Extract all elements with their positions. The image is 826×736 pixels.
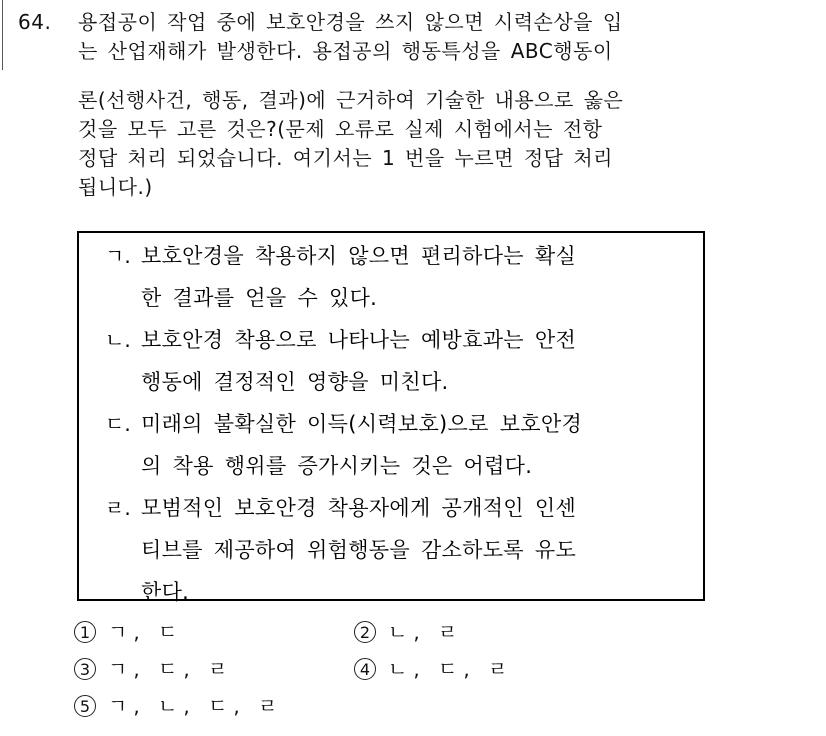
statement-line: 행동에 결정적인 영향을 미친다. — [141, 370, 449, 394]
circled-number-icon: 2 — [354, 621, 376, 643]
question-line: 정답 처리 되었습니다. 여기서는 1 번을 누르면 정답 처리 — [78, 146, 613, 170]
statement-marker: ㄴ. — [105, 328, 131, 352]
statement-line: 의 착용 행위를 증가시키는 것은 어렵다. — [141, 454, 533, 478]
choice-3[interactable] — [74, 657, 233, 681]
statement-line: 모범적인 보호안경 착용자에게 공개적인 인센 — [141, 496, 577, 520]
statement-marker: ㄷ. — [105, 412, 131, 436]
statement-line: 보호안경을 착용하지 않으면 편리하다는 확실 — [141, 244, 577, 268]
choice-text: ㄱ, ㄷ, ㄹ — [108, 657, 234, 681]
question-line: 론(선행사건, 행동, 결과)에 근거하여 기술한 내용으로 옳은 — [78, 88, 624, 112]
choice-1[interactable] — [74, 620, 183, 644]
choice-text: ㄱ, ㄴ, ㄷ, ㄹ — [108, 694, 284, 718]
question-line: 것을 모두 고른 것은?(문제 오류로 실제 시험에서는 전항 — [78, 117, 603, 141]
statements-box — [77, 231, 705, 604]
statement-line: 미래의 불확실한 이득(시력보호)으로 보호안경 — [141, 412, 583, 436]
question-line: 됩니다.) — [78, 175, 153, 199]
choice-text: ㄱ, ㄷ — [108, 620, 184, 644]
question-line: 용접공이 작업 중에 보호안경을 쓰지 않으면 시력손상을 입 — [78, 10, 623, 34]
circled-number-icon: 4 — [354, 658, 376, 680]
choice-4[interactable] — [354, 657, 513, 681]
statement-marker: ㄹ. — [105, 496, 131, 520]
circled-number-icon: 3 — [74, 658, 96, 680]
choice-text: ㄴ, ㄹ — [388, 620, 464, 644]
circled-number-icon: 1 — [74, 621, 96, 643]
choice-5[interactable] — [74, 694, 283, 718]
left-margin-rule — [2, 0, 3, 70]
statement-line: 한다. — [141, 580, 190, 604]
choice-2[interactable] — [354, 620, 463, 644]
choice-text: ㄴ, ㄷ, ㄹ — [388, 657, 514, 681]
statement-marker: ㄱ. — [105, 244, 131, 268]
question-number: 64. — [18, 10, 52, 34]
statement-line: 한 결과를 얻을 수 있다. — [141, 286, 378, 310]
statement-line: 보호안경 착용으로 나타나는 예방효과는 안전 — [141, 328, 577, 352]
statement-line: 티브를 제공하여 위험행동을 감소하도록 유도 — [141, 538, 577, 562]
circled-number-icon: 5 — [74, 695, 96, 717]
question-line: 는 산업재해가 발생한다. 용접공의 행동특성을 ABC행동이 — [78, 39, 613, 63]
